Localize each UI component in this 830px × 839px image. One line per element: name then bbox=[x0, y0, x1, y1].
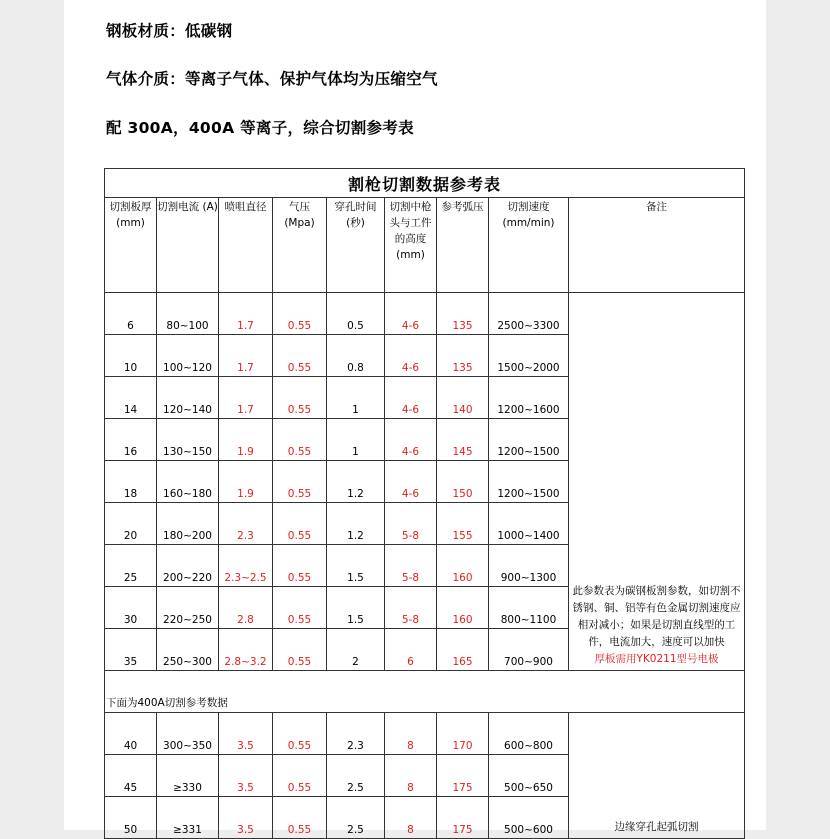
table-cell: ≥331 bbox=[157, 797, 219, 839]
table-cell: 170 bbox=[437, 713, 489, 755]
table-cell: 0.8 bbox=[327, 335, 385, 377]
table-cell: 0.55 bbox=[273, 713, 327, 755]
table-cell: 16 bbox=[105, 419, 157, 461]
header-remarks: 备注 bbox=[569, 198, 745, 293]
table-cell: 2.5 bbox=[327, 755, 385, 797]
table-cell: 1 bbox=[327, 419, 385, 461]
table-cell: 5-8 bbox=[385, 545, 437, 587]
table-cell: 18 bbox=[105, 461, 157, 503]
cutting-parameter-table bbox=[104, 168, 745, 839]
table-cell: ≥330 bbox=[157, 755, 219, 797]
table-cell: 0.55 bbox=[273, 503, 327, 545]
table-cell: 2.8 bbox=[219, 587, 273, 629]
table-cell: 135 bbox=[437, 293, 489, 335]
table-cell: 4-6 bbox=[385, 335, 437, 377]
table-cell: 8 bbox=[385, 755, 437, 797]
table-cell: 1.9 bbox=[219, 461, 273, 503]
table-cell: 1 bbox=[327, 377, 385, 419]
table-cell: 8 bbox=[385, 797, 437, 839]
table-cell: 0.55 bbox=[273, 629, 327, 671]
table-cell: 120~140 bbox=[157, 377, 219, 419]
gas-medium-line: 气体介质：等离子气体、保护气体均为压缩空气 bbox=[106, 70, 438, 88]
table-cell: 0.55 bbox=[273, 797, 327, 839]
table-cell: 300~350 bbox=[157, 713, 219, 755]
table-cell: 4-6 bbox=[385, 461, 437, 503]
table-cell: 50 bbox=[105, 797, 157, 839]
table-cell: 1.5 bbox=[327, 545, 385, 587]
table-cell: 0.55 bbox=[273, 461, 327, 503]
table-cell: 600~800 bbox=[489, 713, 569, 755]
header-nozzle: 喷咀直径 bbox=[219, 198, 273, 293]
table-cell: 2500~3300 bbox=[489, 293, 569, 335]
table-cell: 35 bbox=[105, 629, 157, 671]
table-cell: 500~650 bbox=[489, 755, 569, 797]
table-cell: 0.55 bbox=[273, 377, 327, 419]
table-cell: 3.5 bbox=[219, 713, 273, 755]
table-cell: 175 bbox=[437, 755, 489, 797]
table-cell: 700~900 bbox=[489, 629, 569, 671]
header-speed: 切割速度 (mm/min) bbox=[489, 198, 569, 293]
table-row bbox=[105, 713, 745, 755]
table-cell: 6 bbox=[105, 293, 157, 335]
table-cell: 4-6 bbox=[385, 293, 437, 335]
table-cell: 3.5 bbox=[219, 755, 273, 797]
header-row bbox=[105, 198, 745, 293]
table-cell: 2.3 bbox=[327, 713, 385, 755]
table-cell: 2.3~2.5 bbox=[219, 545, 273, 587]
electrode-note: 厚板需用YK0211型号电极 bbox=[594, 653, 719, 665]
table-cell: 155 bbox=[437, 503, 489, 545]
table-cell: 0.55 bbox=[273, 545, 327, 587]
table-cell: 1500~2000 bbox=[489, 335, 569, 377]
header-pierce-time: 穿孔时间 (秒) bbox=[327, 198, 385, 293]
table-cell: 175 bbox=[437, 797, 489, 839]
table-cell: 160~180 bbox=[157, 461, 219, 503]
table-cell: 145 bbox=[437, 419, 489, 461]
table-cell: 0.5 bbox=[327, 293, 385, 335]
table-cell: 20 bbox=[105, 503, 157, 545]
table-cell: 1.9 bbox=[219, 419, 273, 461]
section-400a-label: 下面为400A切割参考数据 bbox=[105, 671, 745, 713]
table-cell: 1200~1500 bbox=[489, 419, 569, 461]
table-cell: 1200~1500 bbox=[489, 461, 569, 503]
table-cell: 160 bbox=[437, 587, 489, 629]
table-cell: 25 bbox=[105, 545, 157, 587]
header-pressure: 气压 (Mpa) bbox=[273, 198, 327, 293]
table-cell: 2 bbox=[327, 629, 385, 671]
table-cell: 2.5 bbox=[327, 797, 385, 839]
table-cell: 130~150 bbox=[157, 419, 219, 461]
table-cell: 100~120 bbox=[157, 335, 219, 377]
header-current: 切割电流 (A) bbox=[157, 198, 219, 293]
table-cell: 14 bbox=[105, 377, 157, 419]
table-cell: 2.3 bbox=[219, 503, 273, 545]
remarks-text: 此参数表为碳钢板割参数，如切割不锈钢、铜、铝等有色金属切割速度应相对减小；如果是切割直线型的工件，电流加大，速度可以加快 bbox=[572, 585, 741, 648]
table-cell: 0.55 bbox=[273, 755, 327, 797]
table-cell: 30 bbox=[105, 587, 157, 629]
table-cell: 250~300 bbox=[157, 629, 219, 671]
config-line: 配 300A，400A 等离子，综合切割参考表 bbox=[106, 119, 414, 137]
table-cell: 10 bbox=[105, 335, 157, 377]
header-thickness: 切割板厚 (mm) bbox=[105, 198, 157, 293]
table-cell: 165 bbox=[437, 629, 489, 671]
remarks-cell-400a: 边缘穿孔起弧切割 bbox=[569, 713, 745, 839]
table-cell: 4-6 bbox=[385, 419, 437, 461]
table-cell: 220~250 bbox=[157, 587, 219, 629]
document-page bbox=[64, 0, 766, 836]
table-cell: 1.7 bbox=[219, 377, 273, 419]
remarks-cell-300a bbox=[569, 293, 745, 671]
table-title: 割枪切割数据参考表 bbox=[105, 169, 745, 198]
table-cell: 500~600 bbox=[489, 797, 569, 839]
material-line: 钢板材质：低碳钢 bbox=[106, 22, 233, 40]
table-cell: 140 bbox=[437, 377, 489, 419]
table-cell: 8 bbox=[385, 713, 437, 755]
table-cell: 160 bbox=[437, 545, 489, 587]
table-cell: 1.5 bbox=[327, 587, 385, 629]
table-cell: 2.8~3.2 bbox=[219, 629, 273, 671]
table-cell: 40 bbox=[105, 713, 157, 755]
table-cell: 900~1300 bbox=[489, 545, 569, 587]
table-cell: 0.55 bbox=[273, 335, 327, 377]
table-cell: 135 bbox=[437, 335, 489, 377]
table-cell: 0.55 bbox=[273, 419, 327, 461]
table-cell: 1.7 bbox=[219, 293, 273, 335]
table-row bbox=[105, 293, 745, 335]
table-cell: 0.55 bbox=[273, 587, 327, 629]
table-cell: 5-8 bbox=[385, 587, 437, 629]
table-cell: 0.55 bbox=[273, 293, 327, 335]
table-cell: 4-6 bbox=[385, 377, 437, 419]
table-cell: 1.2 bbox=[327, 461, 385, 503]
table-cell: 6 bbox=[385, 629, 437, 671]
table-cell: 1200~1600 bbox=[489, 377, 569, 419]
table-cell: 150 bbox=[437, 461, 489, 503]
table-cell: 1.2 bbox=[327, 503, 385, 545]
table-cell: 80~100 bbox=[157, 293, 219, 335]
table-cell: 45 bbox=[105, 755, 157, 797]
header-arc-voltage: 参考弧压 bbox=[437, 198, 489, 293]
header-torch-height: 切割中枪头与工件的高度 (mm) bbox=[385, 198, 437, 293]
table-cell: 1000~1400 bbox=[489, 503, 569, 545]
table-cell: 5-8 bbox=[385, 503, 437, 545]
table-cell: 800~1100 bbox=[489, 587, 569, 629]
table-cell: 1.7 bbox=[219, 335, 273, 377]
table-cell: 180~200 bbox=[157, 503, 219, 545]
table-cell: 3.5 bbox=[219, 797, 273, 839]
table-cell: 200~220 bbox=[157, 545, 219, 587]
